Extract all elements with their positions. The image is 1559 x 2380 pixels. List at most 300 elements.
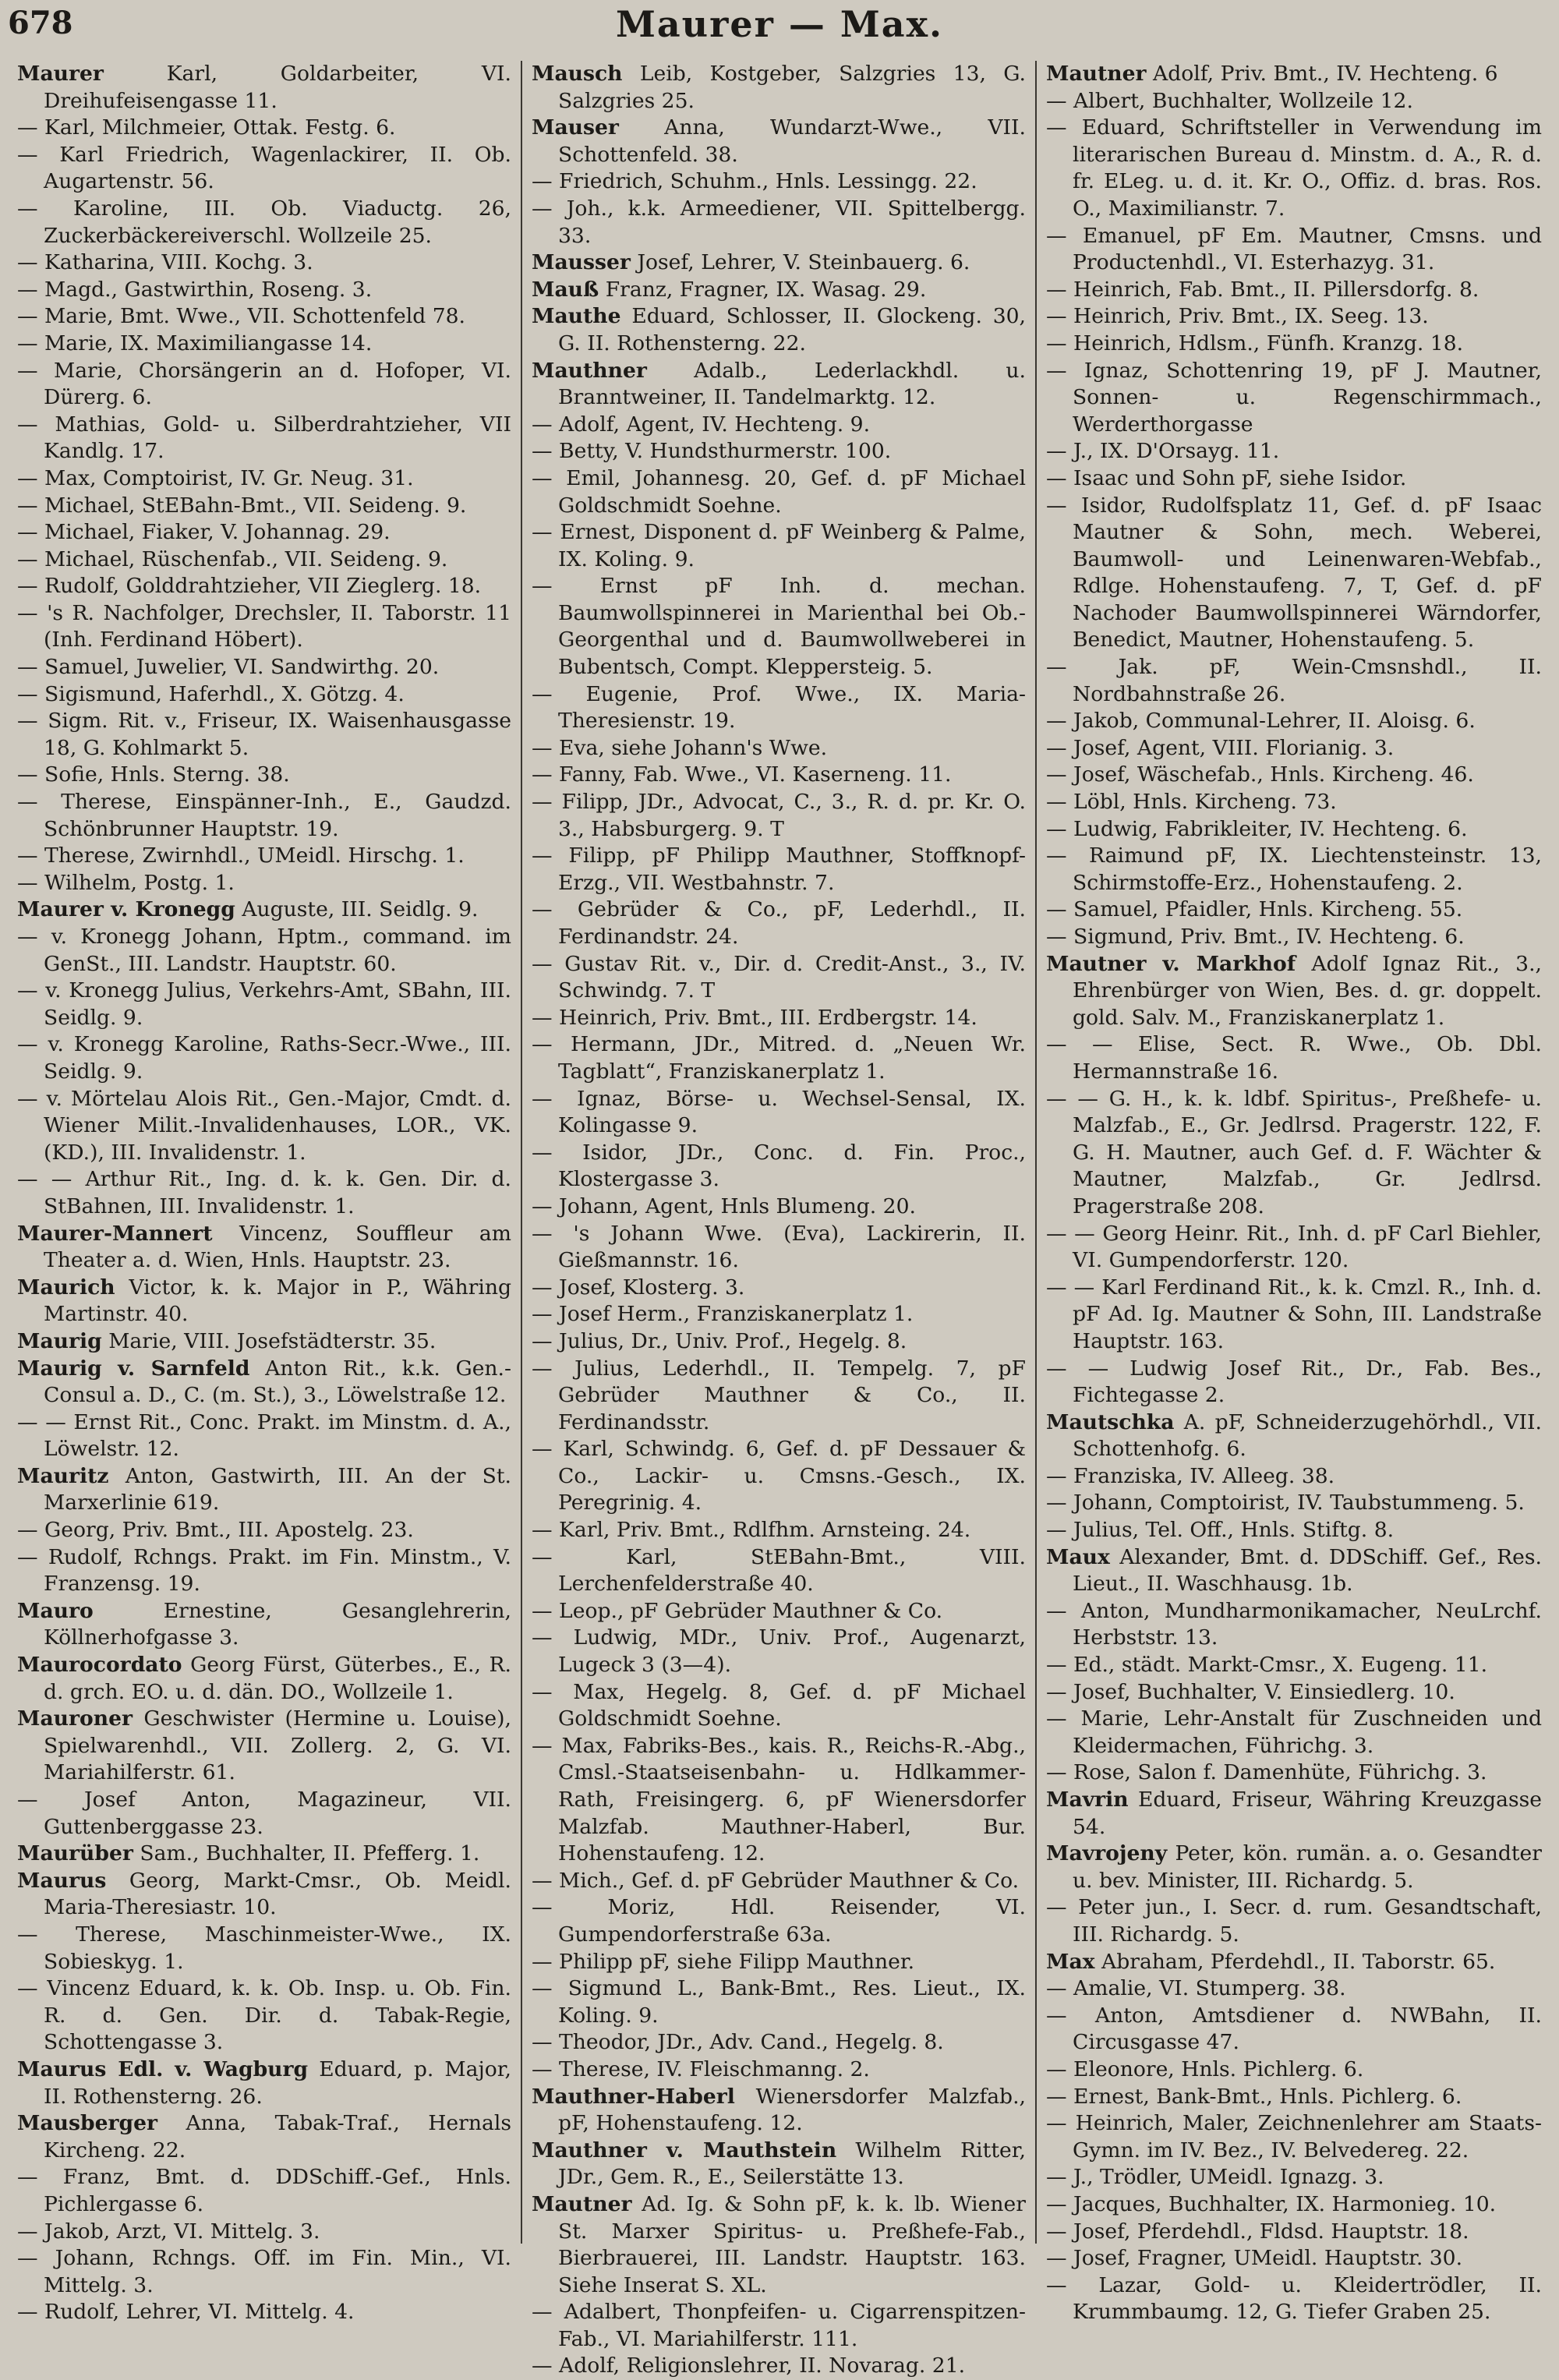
entry-text: — Sigismund, Haferhdl., X. Götzg. 4. <box>17 681 405 706</box>
entry-surname: Maurich <box>17 1275 115 1300</box>
entry-text: — Marie, Lehr-Anstalt für Zuschneiden und Kleidermachen, Führichg. 3. <box>1046 1706 1542 1758</box>
directory-entry <box>532 1140 1026 1194</box>
entry-text: Anton Rit., k.k. Gen.-Consul a. D., C. (m. St.), 3., Löwelstraße 12. <box>44 1356 511 1408</box>
directory-entry <box>532 2056 1026 2084</box>
entry-text: — Vincenz Eduard, k. k. Ob. Insp. u. Ob. Fin. R. d. Gen. Dir. d. Tabak-Regie, Schottengasse 3. <box>17 1976 511 2055</box>
entry-text: — Anton, Mundharmonikamacher, NeuLrchf. Herbststr. 13. <box>1046 1598 1542 1650</box>
directory-entry <box>1046 654 1542 708</box>
entry-text: — Johann, Rchngs. Off. im Fin. Min., VI. Mittelg. 3. <box>17 2246 511 2297</box>
directory-entry <box>532 412 1026 439</box>
directory-entry <box>1046 2056 1542 2084</box>
directory-entry <box>532 1005 1026 1032</box>
entry-text: — — Georg Heinr. Rit., Inh. d. pF Carl Biehler, VI. Gumpendorferstr. 120. <box>1046 1221 1542 1273</box>
entry-text: — v. Kronegg Julius, Verkehrs-Amt, SBahn, III. Seidlg. 9. <box>17 978 511 1030</box>
entry-surname: Mauthner-Haberl <box>532 2084 735 2109</box>
directory-entry <box>532 1328 1026 1356</box>
column-1 <box>8 61 522 2325</box>
entry-text: — Sofie, Hnls. Sterng. 38. <box>17 762 290 787</box>
directory-entry <box>1046 1517 1542 1544</box>
entry-text: — Emanuel, pF Em. Mautner, Cmsns. und Productenhdl., VI. Esterhazyg. 31. <box>1046 223 1542 275</box>
entry-surname: Mauroner <box>17 1706 133 1731</box>
entry-text: — Ignaz, Schottenring 19, pF J. Mautner, Sonnen- u. Regenschirmmach., Werderthorgasse <box>1046 358 1542 437</box>
directory-entry <box>17 303 511 331</box>
directory-entry <box>17 1463 511 1517</box>
directory-entry <box>17 1706 511 1787</box>
entry-text: — Adolf, Religionslehrer, II. Novarag. 21. <box>532 2353 966 2378</box>
directory-entry <box>1046 1221 1542 1275</box>
entry-surname: Mauro <box>17 1598 94 1623</box>
directory-entry <box>17 493 511 520</box>
running-title: Maurer — Max. <box>615 3 944 45</box>
entry-surname: Maurüber <box>17 1841 133 1866</box>
entry-text: Georg Fürst, Güterbes., E., R. d. grch. EO. u. d. dän. DO., Wollzeile 1. <box>44 1653 511 1704</box>
directory-entry <box>17 789 511 843</box>
entry-surname: Mauritz <box>17 1463 109 1488</box>
directory-entry <box>1046 1086 1542 1221</box>
entry-surname: Mavrin <box>1046 1788 1129 1812</box>
entry-text: — Löbl, Hnls. Kircheng. 73. <box>1046 790 1337 815</box>
directory-entry <box>1046 1463 1542 1491</box>
entry-text: — Rudolf, Golddrahtzieher, VII Zieglerg. 18. <box>17 574 482 599</box>
entry-text: Sam., Buchhalter, II. Pfefferg. 1. <box>140 1841 480 1866</box>
entry-text: Wienersdorfer Malzfab., pF, Hohenstaufeng. 12. <box>558 2084 1026 2136</box>
directory-entry <box>17 465 511 493</box>
entry-text: — Michael, StEBahn-Bmt., VII. Seideng. 9. <box>17 493 467 518</box>
directory-entry <box>17 1356 511 1409</box>
entry-text: — Amalie, VI. Stumperg. 38. <box>1046 1976 1346 2001</box>
entry-text: — J., Trödler, UMeidl. Ignazg. 3. <box>1046 2165 1384 2190</box>
entry-text: — Theodor, JDr., Adv. Cand., Hegelg. 8. <box>532 2030 944 2055</box>
entry-text: Eduard, p. Major, II. Rothensterng. 26. <box>44 2056 512 2109</box>
directory-entry <box>1046 789 1542 816</box>
directory-entry <box>17 546 511 574</box>
entry-surname: Mauthe <box>532 304 621 329</box>
directory-entry <box>17 1787 511 1841</box>
entry-text: — Hermann, JDr., Mitred. d. „Neuen Wr. Tagblatt“, Franziskanerplatz 1. <box>532 1032 1026 1084</box>
entry-text: Abraham, Pferdehdl., II. Taborstr. 65. <box>1101 1949 1496 1974</box>
directory-entry <box>17 2219 511 2246</box>
entry-text: — Gustav Rit. v., Dir. d. Credit-Anst., 3., IV. Schwindg. 7. T <box>532 951 1026 1003</box>
entry-text: — Isaac und Sohn pF, siehe Isidor. <box>1046 465 1407 490</box>
entry-text: Anna, Wundarzt-Wwe., VII. Schottenfeld. 38. <box>558 115 1026 167</box>
entry-text: — Ed., städt. Markt-Cmsr., X. Eugeng. 11. <box>1046 1653 1488 1678</box>
directory-entry <box>1046 2219 1542 2246</box>
directory-entry <box>1046 2110 1542 2164</box>
directory-entry <box>17 2299 511 2326</box>
directory-entry <box>532 303 1026 357</box>
entry-text: — Sigmund L., Bank-Bmt., Res. Lieut., IX. Koling. 9. <box>532 1976 1026 2028</box>
entry-surname: Mavrojeny <box>1046 1841 1168 1866</box>
entry-text: — Jakob, Communal-Lehrer, II. Aloisg. 6. <box>1046 709 1476 734</box>
entry-text: Peter, kön. rumän. a. o. Gesandter u. bev. Minister, III. Richardg. 5. <box>1073 1841 1542 1893</box>
directory-entry <box>17 1544 511 1598</box>
directory-entry <box>1046 762 1542 789</box>
entry-text: — Karl, Priv. Bmt., Rdlfhm. Arnsteing. 24. <box>532 1518 971 1543</box>
directory-entry <box>1046 1356 1542 1409</box>
entry-text: — Max, Comptoirist, IV. Gr. Neug. 31. <box>17 465 414 490</box>
entry-text: — Josef, Agent, VIII. Florianig. 3. <box>1046 735 1395 760</box>
entry-text: — Eleonore, Hnls. Pichlerg. 6. <box>1046 2056 1364 2081</box>
directory-entry <box>1046 438 1542 465</box>
directory-entry <box>1046 1841 1542 1894</box>
entry-text: — Isidor, Rudolfsplatz 11, Gef. d. pF Isaac Mautner & Sohn, mech. Weberei, Baumwoll- und Leinenwaren-Webfab., Rdlge. Hohenstaufeng. 7, T, Gef. d. pF Nachoder Baumwollspinnerei Wärndorfer, Benedict, Mautner, Hohenstaufeng. 5. <box>1046 493 1542 652</box>
entry-text: — Julius, Tel. Off., Hnls. Stiftg. 8. <box>1046 1518 1395 1543</box>
directory-entry <box>532 1894 1026 1948</box>
directory-entry <box>17 1086 511 1167</box>
entry-text: — Josef Anton, Magazineur, VII. Guttenberggasse 23. <box>17 1788 511 1839</box>
directory-entry <box>532 789 1026 843</box>
directory-entry <box>17 2245 511 2299</box>
column-3 <box>1037 61 1551 2325</box>
entry-text: Adolf Ignaz Rit., 3., Ehrenbürger von Wien, Bes. d. gr. doppelt. gold. Salv. M., Franziskanerplatz 1. <box>1073 951 1542 1030</box>
entry-text: — v. Kronegg Johann, Hptm., command. im GenSt., III. Landstr. Hauptstr. 60. <box>17 925 511 976</box>
entry-text: — Sigm. Rit. v., Friseur, IX. Waisenhausgasse 18, G. Kohlmarkt 5. <box>17 709 511 760</box>
entry-text: — Heinrich, Priv. Bmt., III. Erdbergstr. 14. <box>532 1005 977 1030</box>
entry-text: Anna, Tabak-Traf., Hernals Kircheng. 22. <box>44 2111 511 2163</box>
entry-text: — Ernest, Bank-Bmt., Hnls. Pichlerg. 6. <box>1046 2084 1462 2109</box>
directory-entry <box>532 843 1026 896</box>
directory-entry <box>532 519 1026 573</box>
directory-entry <box>532 1086 1026 1140</box>
entry-text: — Therese, Maschinmeister-Wwe., IX. Sobieskyg. 1. <box>17 1922 511 1974</box>
directory-entry <box>17 277 511 304</box>
entry-text: Vincenz, Souffleur am Theater a. d. Wien, Hnls. Hauptstr. 23. <box>44 1221 511 1273</box>
directory-entry <box>1046 2003 1542 2056</box>
directory-entry <box>532 1733 1026 1868</box>
entry-text: — Mich., Gef. d. pF Gebrüder Mauthner & Co. <box>532 1868 1020 1893</box>
directory-entry <box>17 1975 511 2056</box>
entry-text: — Michael, Rüschenfab., VII. Seideng. 9. <box>17 546 448 571</box>
entry-text: — Josef, Fragner, UMeidl. Hauptstr. 30. <box>1046 2246 1463 2271</box>
entry-text: — Adolf, Agent, IV. Hechteng. 9. <box>532 412 871 437</box>
entry-text: — Philipp pF, siehe Filipp Mauthner. <box>532 1949 915 1974</box>
entry-text: — Marie, Chorsängerin an d. Hofoper, VI. Dürerg. 6. <box>17 358 511 410</box>
directory-entry <box>17 573 511 600</box>
directory-entry <box>532 1975 1026 2029</box>
directory-entry <box>1046 1949 1542 1976</box>
entry-text: — Leop., pF Gebrüder Mauthner & Co. <box>532 1598 943 1623</box>
entry-text: — Julius, Lederhdl., II. Tempelg. 7, pF Gebrüder Mauthner & Co., II. Ferdinandsstr. <box>532 1356 1026 1434</box>
entry-text: — — Ludwig Josef Rit., Dr., Fab. Bes., Fichtegasse 2. <box>1046 1356 1542 1408</box>
directory-entry <box>532 2353 1026 2380</box>
entry-text: — 's Johann Wwe. (Eva), Lackirerin, II. Gießmannstr. 16. <box>532 1221 1026 1273</box>
entry-surname: Mauß <box>532 277 599 302</box>
entry-text: — Josef, Pferdehdl., Fldsd. Hauptstr. 18. <box>1046 2219 1469 2244</box>
entry-text: — Karl, StEBahn-Bmt., VIII. Lerchenfelderstraße 40. <box>532 1544 1026 1597</box>
entry-text: — Ludwig, MDr., Univ. Prof., Augenarzt, Lugeck 3 (3—4). <box>532 1625 1026 1678</box>
entry-text: — Heinrich, Priv. Bmt., IX. Seeg. 13. <box>1046 304 1429 329</box>
directory-entry <box>532 1194 1026 1221</box>
entry-text: — Therese, IV. Fleischmanng. 2. <box>532 2056 870 2081</box>
directory-entry <box>17 115 511 142</box>
entry-text: — Ludwig, Fabrikleiter, IV. Hechteng. 6. <box>1046 816 1468 841</box>
entry-text: — Raimund pF, IX. Liechtensteinstr. 13, Schirmstoffe-Erz., Hohenstaufeng. 2. <box>1046 843 1542 895</box>
entry-text: Ad. Ig. & Sohn pF, k. k. lb. Wiener St. Marxer Spiritus- u. Preßhefe-Fab., Bierbrauerei, III. Landstr. Hauptstr. 163. Siehe Inserat S. XL. <box>558 2191 1026 2297</box>
entry-text: — Friedrich, Schuhm., Hnls. Lessingg. 22. <box>532 169 977 194</box>
entry-text: Leib, Kostgeber, Salzgries 13, G. Salzgries 25. <box>558 62 1026 113</box>
directory-entry <box>17 1652 511 1706</box>
directory-entry <box>532 951 1026 1005</box>
entry-text: — Ignaz, Börse- u. Wechsel-Sensal, IX. Kolingasse 9. <box>532 1086 1026 1138</box>
directory-entry <box>17 843 511 870</box>
entry-text: — Anton, Amtsdiener d. NWBahn, II. Circusgasse 47. <box>1046 2003 1542 2055</box>
directory-entry <box>1046 1787 1542 1841</box>
directory-entry <box>17 1868 511 1922</box>
entry-text: — Filipp, pF Philipp Mauthner, Stoffknopf-Erzg., VII. Westbahnstr. 7. <box>532 843 1026 895</box>
entry-text: A. pF, Schneiderzugehörhdl., VII. Schottenhofg. 6. <box>1073 1409 1542 1462</box>
entry-text: — Josef, Wäschefab., Hnls. Kircheng. 46. <box>1046 762 1474 787</box>
entry-surname: Mausser <box>532 250 631 275</box>
entry-text: — Adalbert, Thonpfeifen- u. Cigarrenspitzen-Fab., VI. Mariahilferstr. 111. <box>532 2300 1026 2351</box>
entry-text: — Jak. pF, Wein-Cmsnshdl., II. Nordbahnstraße 26. <box>1046 655 1542 706</box>
directory-entry <box>17 978 511 1031</box>
entry-text: — Marie, Bmt. Wwe., VII. Schottenfeld 78. <box>17 304 466 329</box>
entry-text: Franz, Fragner, IX. Wasag. 29. <box>605 277 927 302</box>
directory-entry <box>17 1166 511 1220</box>
directory-entry <box>1046 1706 1542 1759</box>
directory-entry <box>1046 951 1542 1032</box>
entry-text: — Karl, Milchmeier, Ottak. Festg. 6. <box>17 115 396 140</box>
directory-entry <box>17 654 511 681</box>
entry-surname: Maurocordato <box>17 1653 182 1678</box>
entry-text: — Joh., k.k. Armeediener, VII. Spittelbergg. 33. <box>532 196 1026 248</box>
directory-entry <box>532 2029 1026 2056</box>
entry-text: — v. Kronegg Karoline, Raths-Secr.-Wwe., III. Seidlg. 9. <box>17 1032 511 1084</box>
entry-text: — Heinrich, Maler, Zeichnenlehrer am Staats-Gymn. im IV. Bez., IV. Belvedereg. 22. <box>1046 2111 1542 2163</box>
entry-text: — Karl, Schwindg. 6, Gef. d. pF Dessauer & Co., Lackir- u. Cmsns.-Gesch., IX. Peregrinig. 4. <box>532 1437 1026 1515</box>
entry-text: — — Karl Ferdinand Rit., k. k. Cmzl. R., Inh. d. pF Ad. Ig. Mautner & Sohn, III. Landstraße Hauptstr. 163. <box>1046 1275 1542 1353</box>
entry-text: — 's R. Nachfolger, Drechsler, II. Taborstr. 11 (Inh. Ferdinand Höbert). <box>17 600 511 652</box>
directory-entry <box>17 1409 511 1463</box>
entry-text: — Betty, V. Hundsthurmerstr. 100. <box>532 439 892 464</box>
directory-entry <box>532 573 1026 681</box>
directory-entry <box>532 1625 1026 1678</box>
directory-entry <box>1046 1544 1542 1598</box>
entry-text: — Michael, Fiaker, V. Johannag. 29. <box>17 520 391 545</box>
directory-entry <box>532 1679 1026 1733</box>
entry-text: — — G. H., k. k. ldbf. Spiritus-, Preßhefe- u. Malzfab., E., Gr. Jedlrsd. Pragerstr. 122, F. G. H. Mautner, auch Gef. d. F. Wächter & Mautner, Malzfab., Gr. Jedlrsd. Pragerstraße 208. <box>1046 1086 1542 1218</box>
directory-entry <box>1046 2084 1542 2111</box>
directory-entry <box>17 61 511 115</box>
entry-text: — Wilhelm, Postg. 1. <box>17 870 235 895</box>
entry-surname: Max <box>1046 1949 1095 1974</box>
directory-entry <box>17 1031 511 1085</box>
entry-text: — Sigmund, Priv. Bmt., IV. Hechteng. 6. <box>1046 925 1465 949</box>
entry-text: — Max, Fabriks-Bes., kais. R., Reichs-R.-Abg., Cmsl.-Staatseisenbahn- u. Hdlkammer-Rath, Freisingerg. 6, pF Wienersdorfer Malzfab. Mauthner-Haberl, Bur. Hohenstaufeng. 12. <box>532 1733 1026 1866</box>
directory-entry <box>1046 115 1542 222</box>
entry-text: — Karoline, III. Ob. Viaductg. 26, Zuckerbäckereiverschl. Wollzeile 25. <box>17 196 511 248</box>
directory-entry <box>17 870 511 897</box>
entry-text: Ernestine, Gesanglehrerin, Köllnerhofgasse 3. <box>44 1598 511 1650</box>
directory-entry <box>1046 303 1542 331</box>
directory-entry <box>17 196 511 249</box>
entry-text: — Josef Herm., Franziskanerplatz 1. <box>532 1302 914 1327</box>
entry-surname: Mautner <box>532 2191 632 2216</box>
directory-entry <box>532 358 1026 412</box>
column-2 <box>522 61 1037 2378</box>
entry-text: Auguste, III. Seidlg. 9. <box>242 897 479 922</box>
entry-text: — Johann, Agent, Hnls Blumeng. 20. <box>532 1194 916 1218</box>
directory-entry <box>17 358 511 412</box>
entry-surname: Mauser <box>532 115 619 140</box>
entry-surname: Maurig v. Sarnfeld <box>17 1356 250 1381</box>
entry-text: Marie, VIII. Josefstädterstr. 35. <box>108 1328 437 1353</box>
directory-entry <box>17 331 511 358</box>
directory-entry <box>17 142 511 196</box>
entry-surname: Mautschka <box>1046 1409 1175 1434</box>
entry-text: — — Elise, Sect. R. Wwe., Ob. Dbl. Hermannstraße 16. <box>1046 1032 1542 1084</box>
directory-entry <box>532 249 1026 277</box>
directory-entry <box>532 2138 1026 2191</box>
directory-entry <box>1046 277 1542 304</box>
directory-entry <box>1046 2191 1542 2219</box>
directory-entry <box>1046 223 1542 277</box>
entry-text: — Jakob, Arzt, VI. Mittelg. 3. <box>17 2219 320 2244</box>
directory-entry <box>532 196 1026 249</box>
directory-entry <box>17 1328 511 1356</box>
entry-text: Eduard, Friseur, Währing Kreuzgasse 54. <box>1073 1788 1542 1839</box>
entry-text: — Rose, Salon f. Damenhüte, Führichg. 3. <box>1046 1760 1487 1785</box>
directory-entry <box>532 1436 1026 1517</box>
entry-text: — Filipp, JDr., Advocat, C., 3., R. d. pr. Kr. O. 3., Habsburgerg. 9. T <box>532 790 1026 841</box>
directory-entry <box>532 1598 1026 1625</box>
entry-text: — Samuel, Juwelier, VI. Sandwirthg. 20. <box>17 655 440 680</box>
entry-text: Josef, Lehrer, V. Steinbauerg. 6. <box>637 250 970 275</box>
directory-entry <box>1046 1409 1542 1463</box>
entry-surname: Maurer-Mannert <box>17 1221 213 1246</box>
entry-text: — Albert, Buchhalter, Wollzeile 12. <box>1046 88 1413 113</box>
entry-surname: Maurus <box>17 1868 107 1893</box>
entry-text: — Marie, IX. Maximiliangasse 14. <box>17 331 373 355</box>
directory-entry <box>17 249 511 277</box>
entry-text: — Rudolf, Lehrer, VI. Mittelg. 4. <box>17 2300 355 2325</box>
entry-text: — Heinrich, Fab. Bmt., II. Pillersdorfg. 8. <box>1046 277 1479 302</box>
columns <box>8 61 1553 2378</box>
directory-entry <box>1046 1490 1542 1517</box>
entry-text: — Ernest, Disponent d. pF Weinberg & Palme, IX. Koling. 9. <box>532 520 1026 571</box>
directory-entry <box>532 1301 1026 1328</box>
directory-entry <box>1046 896 1542 924</box>
directory-entry <box>17 924 511 978</box>
entry-text: — J., IX. D'Orsayg. 11. <box>1046 439 1280 464</box>
directory-entry <box>1046 1894 1542 1948</box>
page-header <box>0 0 1559 55</box>
entry-text: — Heinrich, Hdlsm., Fünfh. Kranzg. 18. <box>1046 331 1464 355</box>
entry-surname: Maurer v. Kronegg <box>17 897 235 922</box>
directory-entry <box>532 1544 1026 1598</box>
entry-text: — Fanny, Fab. Wwe., VI. Kaserneng. 11. <box>532 762 952 787</box>
entry-surname: Mautner v. Markhof <box>1046 951 1296 976</box>
directory-entry <box>532 1221 1026 1275</box>
entry-text: — Josef, Buchhalter, V. Einsiedlerg. 10. <box>1046 1679 1455 1704</box>
directory-entry <box>1046 816 1542 843</box>
directory-entry <box>532 115 1026 168</box>
entry-text: — Karl Friedrich, Wagenlackirer, II. Ob. Augartenstr. 56. <box>17 142 511 194</box>
entry-text: — Georg, Priv. Bmt., III. Apostelg. 23. <box>17 1518 414 1543</box>
entry-text: — Emil, Johannesg. 20, Gef. d. pF Michael Goldschmidt Soehne. <box>532 465 1026 518</box>
directory-entry <box>532 1949 1026 1976</box>
entry-text: — Rudolf, Rchngs. Prakt. im Fin. Minstm., V. Franzensg. 19. <box>17 1544 511 1597</box>
entry-text: Georg, Markt-Cmsr., Ob. Meidl. Maria-Theresiastr. 10. <box>44 1868 511 1920</box>
directory-entry <box>1046 735 1542 762</box>
directory-entry <box>17 1517 511 1544</box>
directory-entry <box>17 681 511 709</box>
directory-entry <box>1046 1679 1542 1706</box>
entry-text: — Johann, Comptoirist, IV. Taubstummeng. 5. <box>1046 1491 1525 1515</box>
directory-entry <box>17 2164 511 2218</box>
directory-entry <box>1046 493 1542 655</box>
entry-surname: Mauthner v. Mauthstein <box>532 2138 837 2163</box>
directory-entry <box>532 465 1026 519</box>
entry-text: — Jacques, Buchhalter, IX. Harmonieg. 10. <box>1046 2191 1497 2216</box>
directory-entry <box>532 2084 1026 2138</box>
directory-entry <box>532 762 1026 789</box>
directory-entry <box>1046 1759 1542 1787</box>
entry-surname: Maurig <box>17 1328 102 1353</box>
directory-entry <box>17 1598 511 1652</box>
entry-surname: Mausch <box>532 62 623 86</box>
directory-entry <box>1046 1975 1542 2003</box>
directory-entry <box>532 1356 1026 1437</box>
entry-text: — Samuel, Pfaidler, Hnls. Kircheng. 55. <box>1046 897 1463 922</box>
entry-text: — Ernst pF Inh. d. mechan. Baumwollspinnerei in Marienthal bei Ob.-Georgenthal und d. Baumwollweberei in Bubentsch, Compt. Kleppersteig. 5. <box>532 574 1026 680</box>
directory-entry <box>17 1922 511 1975</box>
directory-entry <box>1046 1031 1542 1085</box>
directory-entry <box>532 277 1026 304</box>
entry-text: — Franziska, IV. Alleeg. 38. <box>1046 1463 1335 1488</box>
entry-text: Eduard, Schlosser, II. Glockeng. 30, G. II. Rothensterng. 22. <box>558 304 1026 355</box>
entry-text: — Katharina, VIII. Kochg. 3. <box>17 250 313 275</box>
directory-entry <box>532 168 1026 196</box>
entry-text: — Franz, Bmt. d. DDSchiff.-Gef., Hnls. Pichlergasse 6. <box>17 2165 511 2216</box>
directory-entry <box>17 896 511 924</box>
entry-text: — Gebrüder & Co., pF, Lederhdl., II. Ferdinandstr. 24. <box>532 897 1026 949</box>
directory-entry <box>532 896 1026 950</box>
directory-entry <box>532 2299 1026 2353</box>
entry-text: Adolf, Priv. Bmt., IV. Hechteng. 6 <box>1153 62 1498 86</box>
entry-surname: Mauthner <box>532 358 647 383</box>
entry-text: — Isidor, JDr., Conc. d. Fin. Proc., Klostergasse 3. <box>532 1140 1026 1192</box>
page-number: 678 <box>8 5 73 41</box>
directory-entry <box>1046 2245 1542 2272</box>
directory-entry <box>532 1517 1026 1544</box>
directory-entry <box>532 1275 1026 1302</box>
entry-surname: Mausberger <box>17 2111 158 2136</box>
entry-text: Karl, Goldarbeiter, VI. Dreihufeisengasse 11. <box>44 62 511 113</box>
directory-entry <box>1046 61 1542 88</box>
directory-entry <box>17 600 511 654</box>
entry-text: — Eugenie, Prof. Wwe., IX. Maria-Theresienstr. 19. <box>532 681 1026 734</box>
entry-text: — v. Mörtelau Alois Rit., Gen.-Major, Cmdt. d. Wiener Milit.-Invalidenhauses, LOR., VK. (KD.), III. Invalidenstr. 1. <box>17 1086 511 1165</box>
directory-entry <box>17 2056 511 2110</box>
entry-text: Adalb., Lederlackhdl. u. Branntweiner, II. Tandelmarktg. 12. <box>558 358 1026 410</box>
directory-entry <box>1046 924 1542 951</box>
entry-surname: Maux <box>1046 1544 1110 1569</box>
directory-entry <box>1046 1598 1542 1652</box>
entry-text: — Eva, siehe Johann's Wwe. <box>532 735 828 760</box>
directory-entry <box>17 1221 511 1275</box>
entry-surname: Maurus Edl. v. Wagburg <box>17 2056 309 2081</box>
entry-text: — Eduard, Schriftsteller in Verwendung im literarischen Bureau d. Minstm. d. A., R. d. fr. ELeg. u. d. it. Kr. O., Offiz. d. bras. Ros. O., Maximilianstr. 7. <box>1046 115 1542 221</box>
entry-text: Wilhelm Ritter, JDr., Gem. R., E., Seilerstätte 13. <box>558 2138 1026 2190</box>
directory-entry <box>1046 465 1542 493</box>
directory-entry <box>532 61 1026 115</box>
directory-entry <box>1046 708 1542 735</box>
entry-text: Victor, k. k. Major in P., Währing Martinstr. 40. <box>44 1275 511 1327</box>
directory-entry <box>17 1841 511 1868</box>
directory-entry <box>1046 1652 1542 1679</box>
directory-entry <box>1046 843 1542 896</box>
